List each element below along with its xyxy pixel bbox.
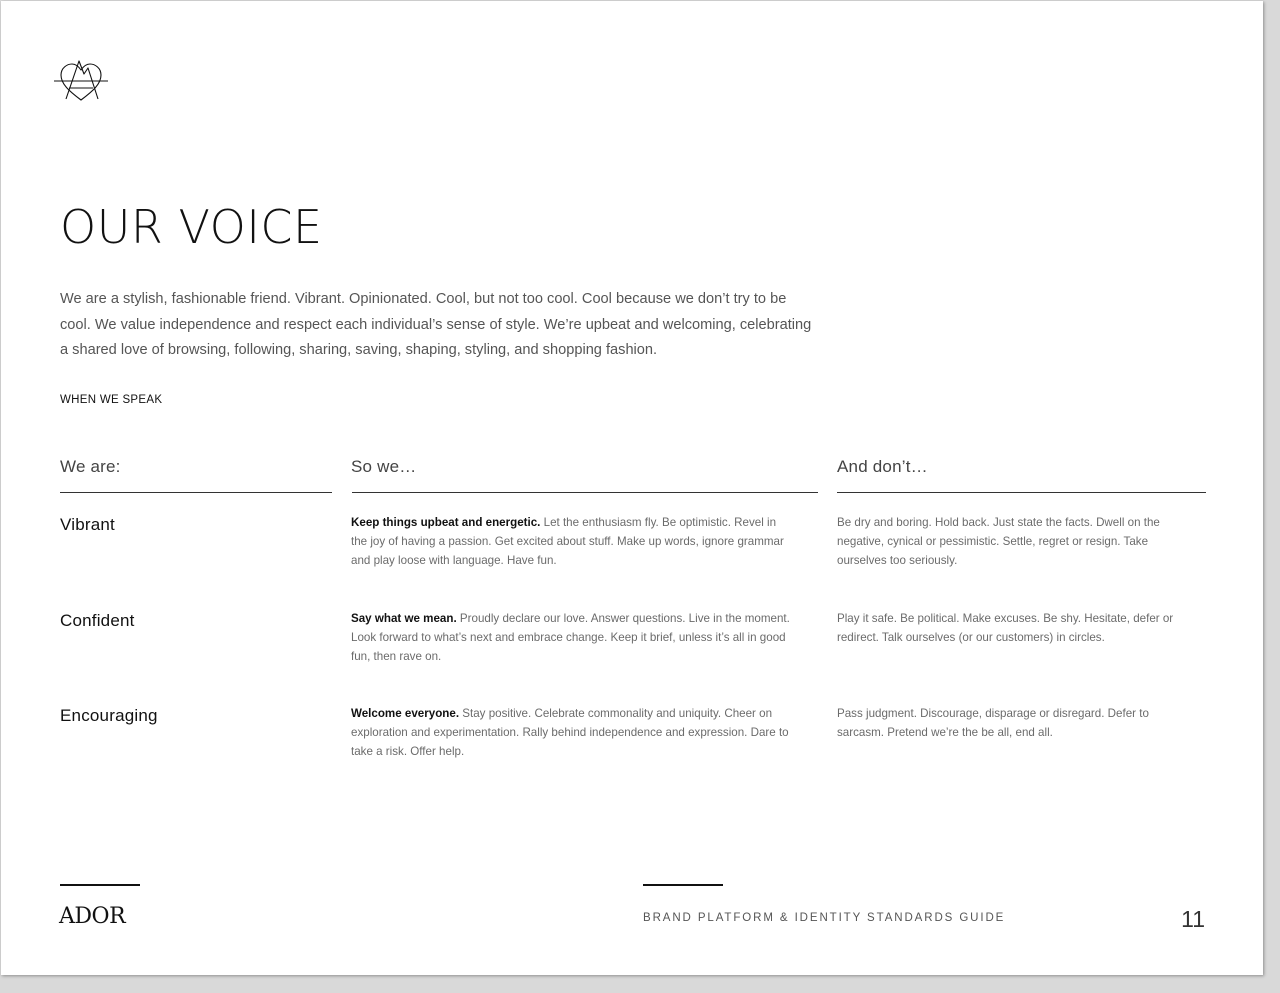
column-header-we-are: We are: xyxy=(60,457,121,476)
footer-rule xyxy=(643,884,723,886)
column-header-and-dont: And don’t… xyxy=(837,457,928,476)
do-description xyxy=(351,513,791,571)
column-header-so-we: So we… xyxy=(351,457,417,476)
do-lead: Welcome everyone. xyxy=(351,707,460,720)
dont-description: Play it safe. Be political. Make excuses. Be shy. Hesitate, defer or redirect. Talk ourselves (or our customers) in circles. xyxy=(837,612,1174,645)
intro-paragraph: We are a stylish, fashionable friend. Vibrant. Opinionated. Cool, but not too cool. Cool because we don’t try to be cool. We value independence and respect each individual’s sense of style. We’re upbeat and welcoming, celebrating a shared love of browsing, following, sharing, saving, shaping, styling, and shopping fashion. xyxy=(60,291,812,358)
column-divider xyxy=(837,492,1206,493)
dont-description: Be dry and boring. Hold back. Just state the facts. Dwell on the negative, cynical or pessimistic. Settle, regret or resign. Take ourselves too seriously. xyxy=(837,516,1160,568)
brand-wordmark: ADOR xyxy=(59,904,126,929)
do-description xyxy=(351,704,801,762)
do-description xyxy=(351,609,796,667)
do-lead: Keep things upbeat and energetic. xyxy=(351,516,541,529)
footer-rule xyxy=(60,884,140,886)
do-lead: Say what we mean. xyxy=(351,612,457,625)
trait-label: Confident xyxy=(60,611,135,630)
page-number: 11 xyxy=(1181,906,1205,932)
document-page xyxy=(1,1,1263,975)
trait-label: Vibrant xyxy=(60,515,115,534)
guide-title: BRAND PLATFORM & IDENTITY STANDARDS GUIDE xyxy=(643,912,1006,924)
section-label: WHEN WE SPEAK xyxy=(60,394,163,406)
trait-label: Encouraging xyxy=(60,706,158,725)
do-text: Proudly declare our love. Answer questions. Live in the moment. Look forward to what’s next and embrace change. Keep it brief, unless it’s all in good fun, then rave on. xyxy=(351,612,790,664)
page-title: OUR VOICE xyxy=(60,200,323,254)
do-text: Let the enthusiasm fly. Be optimistic. Revel in the joy of having a passion. Get excited about stuff. Make up words, ignore grammar and play loose with language. Have fun. xyxy=(351,516,784,568)
heart-star-monogram-icon xyxy=(53,58,109,104)
do-text: Stay positive. Celebrate commonality and uniquity. Cheer on exploration and experimentation. Rally behind independence and expression. Dare to take a risk. Offer help. xyxy=(351,707,789,759)
column-divider xyxy=(352,492,818,493)
column-divider xyxy=(60,492,332,493)
dont-description: Pass judgment. Discourage, disparage or disregard. Defer to sarcasm. Pretend we’re the be all, end all. xyxy=(837,707,1149,740)
